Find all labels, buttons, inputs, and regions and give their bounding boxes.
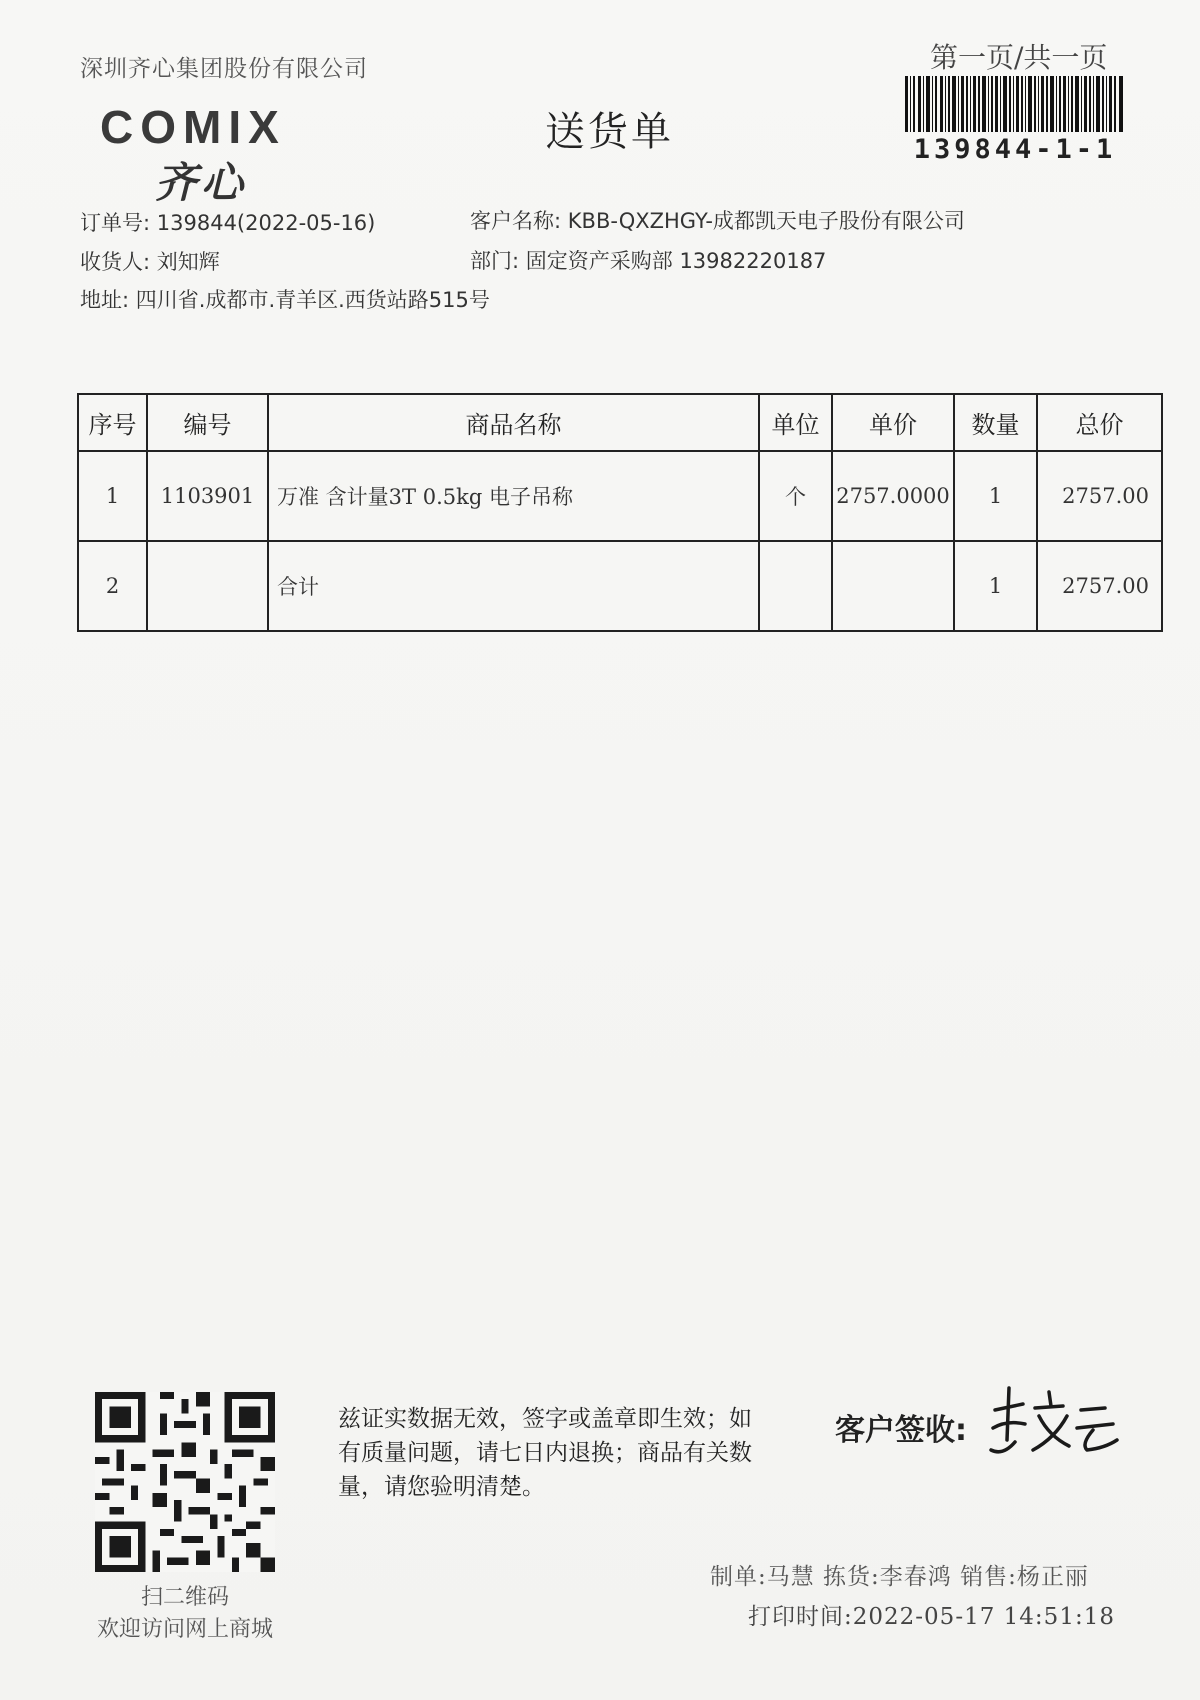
receiver-value: 刘知辉 [156,250,220,274]
cell-unit-price: 2757.0000 [832,451,954,541]
table-row [78,541,1162,631]
receiver [80,246,220,276]
cell-total: 2757.00 [1037,541,1162,631]
cell-product-name: 合计 [268,541,759,631]
logo-text-cn: 齐心 [155,158,248,207]
cell-product-name: 万准 含计量3T 0.5kg 电子吊称 [268,451,759,541]
items-table [77,393,1163,632]
signature-icon [985,1380,1125,1460]
customer-name [470,205,965,235]
cell-quantity: 1 [954,541,1037,631]
department-label: 部门: [470,249,520,273]
notice-text: 兹证实数据无效，签字或盖章即生效；如有质量问题，请七日内退换；商品有关数量，请您验明清楚。 [338,1406,752,1500]
header-unit: 单位 [759,394,832,451]
cell-total: 2757.00 [1037,451,1162,541]
table-header-row [78,394,1162,451]
qr-code-icon [95,1392,275,1572]
logo-text-en: COMIX [100,101,286,153]
staff-line: 制单:马慧 拣货:李春鸿 销售:杨正丽 [710,1564,1089,1590]
cell-unit [759,541,832,631]
address-label: 地址: [80,288,130,312]
page-indicator: 第一页/共一页 [930,41,1108,74]
table-row [78,451,1162,541]
qr-caption-scan: 扫二维码 [140,1585,229,1610]
order-label: 订单号: [80,211,151,235]
customer-sign-label: 客户签收: [835,1413,967,1448]
cell-unit-price [832,541,954,631]
cell-code: 1103901 [147,451,268,541]
customer-label: 客户名称: [470,209,562,233]
header-total: 总价 [1037,394,1162,451]
cell-quantity: 1 [954,451,1037,541]
qr-caption-welcome: 欢迎访问网上商城 [96,1617,273,1642]
header-product-name: 商品名称 [268,394,759,451]
order-number [80,207,375,237]
customer-value: KBB-QXZHGY-成都凯天电子股份有限公司 [567,209,965,233]
order-value: 139844(2022-05-16) [156,211,376,235]
department [470,245,826,275]
cell-code [147,541,268,631]
header-code: 编号 [147,394,268,451]
barcode-icon [905,76,1123,132]
receiver-label: 收货人: [80,250,151,274]
document-title: 送货单 [545,109,674,155]
header-unit-price: 单价 [832,394,954,451]
barcode-number: 139844-1-1 [913,134,1117,165]
address [80,284,490,314]
print-time: 打印时间:2022-05-17 14:51:18 [748,1604,1115,1630]
cell-seq: 1 [78,451,147,541]
department-value: 固定资产采购部 13982220187 [525,249,827,273]
cell-seq: 2 [78,541,147,631]
company-name: 深圳齐心集团股份有限公司 [80,56,368,82]
address-value: 四川省.成都市.青羊区.西货站路515号 [135,288,490,312]
comix-logo [100,100,286,207]
cell-unit: 个 [759,451,832,541]
header-seq: 序号 [78,394,147,451]
header-quantity: 数量 [954,394,1037,451]
